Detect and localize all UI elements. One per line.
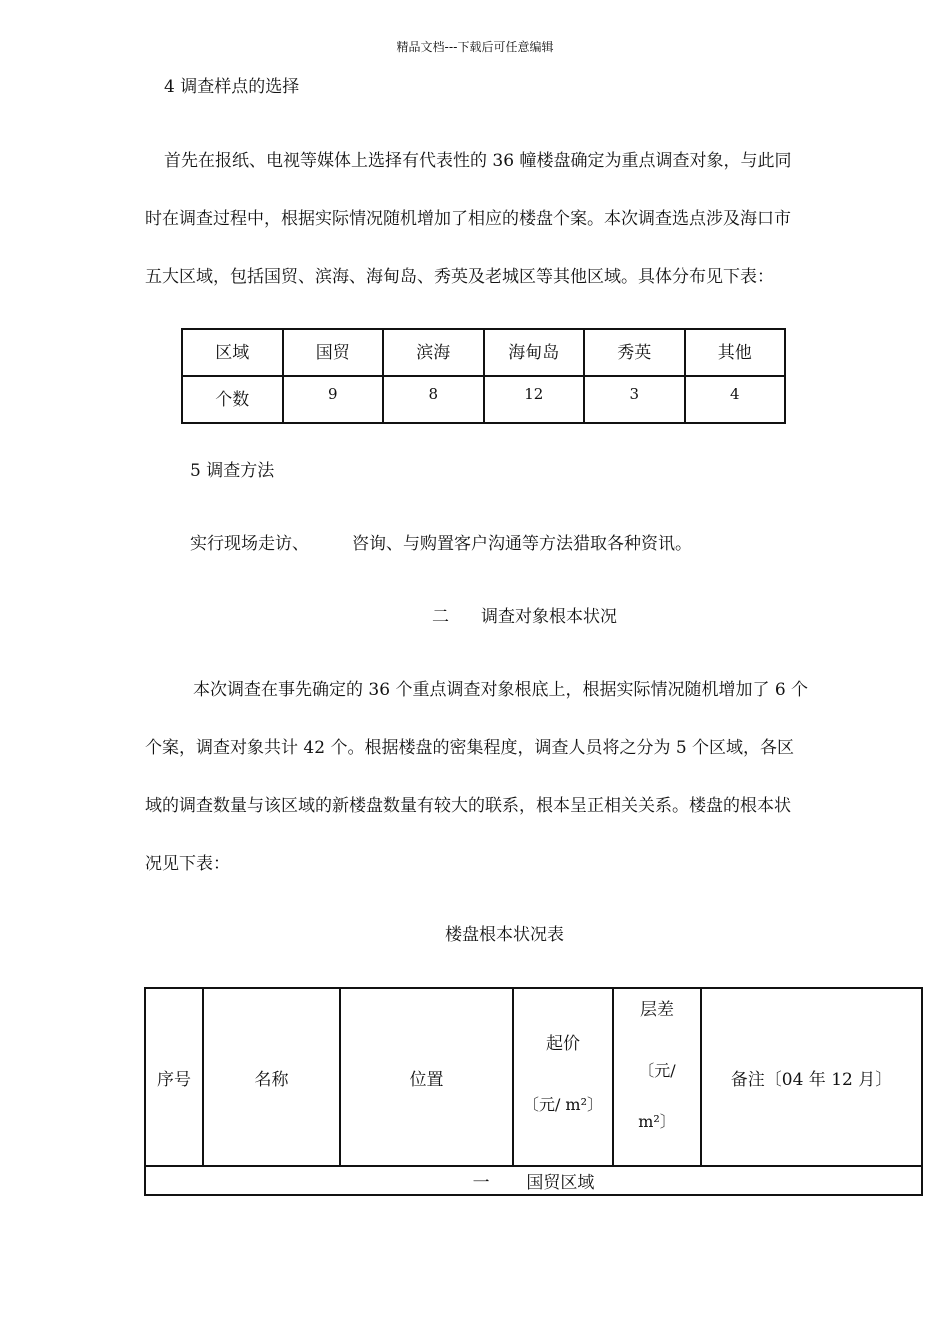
floor-diff-label: 层差 [640,1000,674,1020]
paragraph-2-part-1: 实行现场走访、 [190,534,309,554]
group-label: 国贸区域 [526,1173,595,1193]
paragraph-3-line-1: 本次调查在事先确定的 36 个重点调查对象根底上，根据实际情况随机增加了 6 个 [193,680,809,700]
table-header-cell: 滨海 [383,329,484,376]
table-cell: 8 [383,376,484,423]
table-row [182,376,785,423]
price-unit: 〔元/ m²〕 [522,1095,604,1114]
section-2-title: 调查对象根本状况 [481,607,617,627]
price-label: 起价 [546,1034,580,1054]
table-header-cell: 海甸岛 [484,329,585,376]
floor-diff-unit-1: 〔元/ [638,1061,676,1080]
table-header-cell: 名称 [203,988,340,1166]
floor-diff-unit-2: m²〕 [638,1112,676,1131]
paragraph-2-part-2: 咨询、与购置客户沟通等方法猎取各种资讯。 [352,534,692,554]
table-header-cell [613,988,701,1166]
table-cell: 9 [283,376,384,423]
table-cell: 个数 [182,376,283,423]
table-header-cell: 国贸 [283,329,384,376]
group-row-guomao [145,1166,922,1195]
table-2-title: 楼盘根本状况表 [445,925,564,945]
page-header: 精品文档---下载后可任意编辑 [396,40,554,54]
region-distribution-table [181,328,786,424]
group-number: 一 [472,1173,490,1193]
table-header-cell: 序号 [145,988,203,1166]
table-row [145,988,922,1166]
table-cell: 4 [685,376,786,423]
table-cell: 12 [484,376,585,423]
section-5-title: 5 调查方法 [190,461,275,481]
paragraph-1-line-1: 首先在报纸、电视等媒体上选择有代表性的 36 幢楼盘确定为重点调查对象，与此同 [164,151,792,171]
paragraph-3-line-2: 个案，调查对象共计 42 个。根据楼盘的密集程度，调查人员将之分为 5 个区域，各区 [145,738,795,758]
table-header-cell [513,988,613,1166]
property-status-table [144,987,923,1196]
table-header-cell: 秀英 [584,329,685,376]
table-row [182,329,785,376]
table-header-cell: 其他 [685,329,786,376]
paragraph-1-line-3: 五大区域，包括国贸、滨海、海甸岛、秀英及老城区等其他区域。具体分布见下表： [145,267,774,287]
section-4-title: 4 调查样点的选择 [164,77,300,97]
table-cell: 3 [584,376,685,423]
table-row [145,1166,922,1195]
paragraph-3-line-3: 域的调查数量与该区域的新楼盘数量有较大的联系，根本呈正相关关系。楼盘的根本状 [145,796,791,816]
table-header-cell: 备注〔04 年 12 月〕 [701,988,922,1166]
table-header-cell: 位置 [340,988,513,1166]
table-header-cell: 区域 [182,329,283,376]
paragraph-1-line-2: 时在调查过程中，根据实际情况随机增加了相应的楼盘个案。本次调查选点涉及海口市 [145,209,791,229]
section-2-number: 二 [432,607,449,627]
paragraph-3-line-4: 况见下表： [145,854,230,874]
